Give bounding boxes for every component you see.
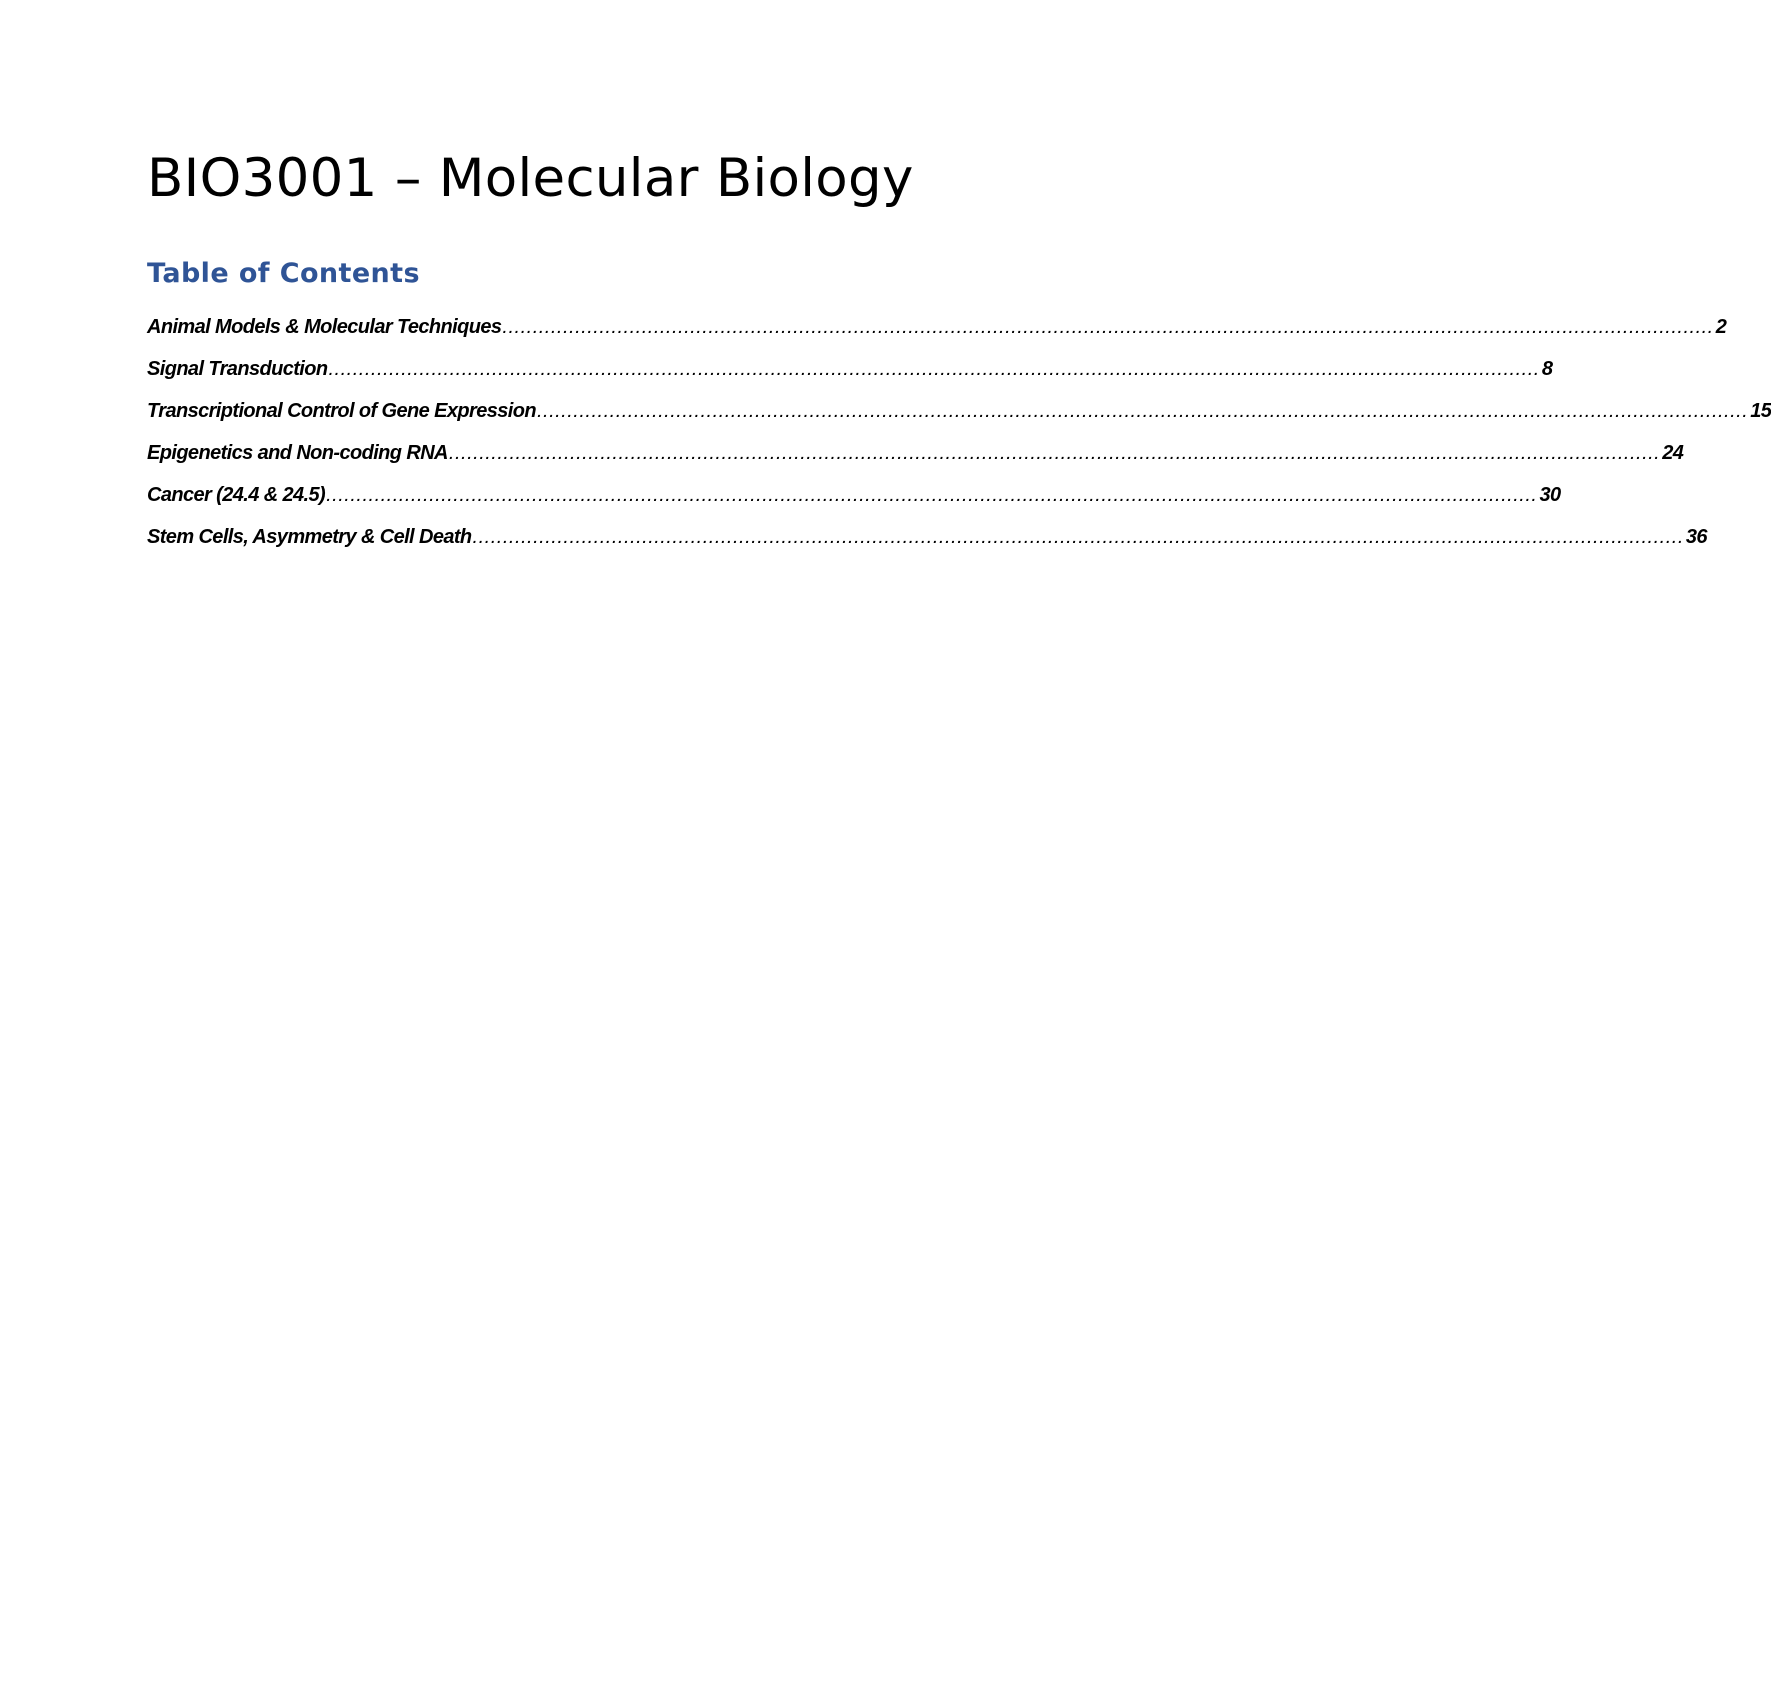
toc-entry-page: 24 <box>1662 442 1684 464</box>
toc-entry[interactable] <box>147 477 1561 519</box>
toc-heading: Table of Contents <box>147 258 420 289</box>
toc-entry[interactable] <box>147 351 1553 393</box>
toc-entry-label: Epigenetics and Non-coding RNA <box>147 442 448 464</box>
toc-dot-leader: ........................................................................................................................................................................................................ <box>326 484 1538 506</box>
document-page <box>147 0 1771 1698</box>
toc-entry-page: 8 <box>1541 358 1553 380</box>
toc-entry-page: 15 <box>1750 400 1771 422</box>
toc-entry-page: 36 <box>1685 526 1707 548</box>
toc-entry[interactable] <box>147 435 1684 477</box>
toc-dot-leader: ........................................................................................................................................................................................................ <box>328 358 1540 380</box>
toc-entry[interactable] <box>147 309 1727 351</box>
toc-entry-page: 30 <box>1539 484 1561 506</box>
toc-entry[interactable] <box>147 519 1707 561</box>
toc-entry-label: Animal Models & Molecular Techniques <box>147 316 502 338</box>
toc-dot-leader: ........................................................................................................................................................................................................ <box>472 526 1684 548</box>
toc-entry-label: Transcriptional Control of Gene Expression <box>147 400 536 422</box>
toc-entry-label: Stem Cells, Asymmetry & Cell Death <box>147 526 472 548</box>
toc-entry-label: Cancer (24.4 & 24.5) <box>147 484 326 506</box>
table-of-contents <box>147 309 1771 561</box>
toc-entry-page: 2 <box>1715 316 1727 338</box>
toc-entry[interactable] <box>147 393 1771 435</box>
toc-dot-leader: ........................................................................................................................................................................................................ <box>536 400 1749 422</box>
toc-dot-leader: ........................................................................................................................................................................................................ <box>502 316 1714 338</box>
toc-entry-label: Signal Transduction <box>147 358 328 380</box>
toc-dot-leader: ........................................................................................................................................................................................................ <box>448 442 1661 464</box>
document-title: BIO3001 – Molecular Biology <box>147 148 914 209</box>
